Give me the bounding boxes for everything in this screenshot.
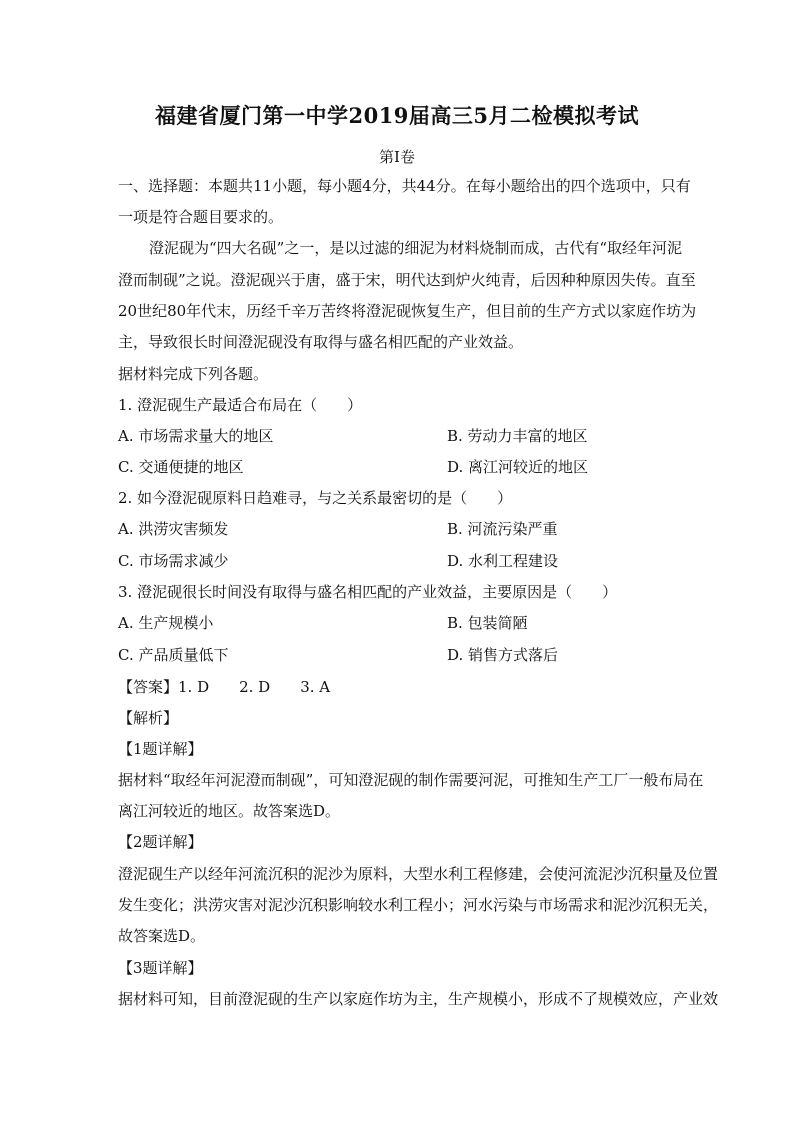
material-line: 20世纪80年代末，历经千辛万苦终将澄泥砚恢复生产，但目前的生产方式以家庭作坊为: [118, 302, 697, 320]
detail-line: 故答案选D。: [118, 927, 206, 945]
question-stem: 2. 如今澄泥砚原料日趋难寻，与之关系最密切的是（ ）: [118, 489, 513, 507]
detail-heading: 【1题详解】: [118, 740, 203, 758]
detail-line: 澄泥砚生产以经年河流沉积的泥沙为原料，大型水利工程修建，会使河流泥沙沉积量及位置: [118, 865, 719, 883]
detail-line: 据材料“取经年河泥澄而制砚”，可知澄泥砚的制作需要河泥，可推知生产工厂一般布局在: [118, 771, 704, 789]
option-b: B. 劳动力丰富的地区: [447, 427, 588, 445]
section-intro-line: 一、选择题：本题共11小题，每小题4分，共44分。在每小题给出的四个选项中，只有: [118, 177, 691, 195]
material-line: 主，导致很长时间澄泥砚没有取得与盛名相匹配的产业效益。: [118, 333, 524, 351]
option-b: B. 河流污染严重: [447, 520, 558, 538]
instruction: 据材料完成下列各题。: [118, 365, 269, 383]
volume-label: 第I卷: [379, 148, 415, 166]
option-a: A. 市场需求量大的地区: [118, 427, 274, 445]
analysis-heading: 【解析】: [118, 709, 179, 727]
option-a: A. 洪涝灾害频发: [118, 520, 229, 538]
detail-heading: 【3题详解】: [118, 959, 203, 977]
answer-line: 【答案】1. D 2. D 3. A: [118, 678, 331, 696]
option-c: C. 产品质量低下: [118, 646, 229, 664]
material-line: 澄而制砚”之说。澄泥砚兴于唐，盛于宋，明代达到炉火纯青，后因种种原因失传。直至: [118, 271, 696, 289]
question-stem: 3. 澄泥砚很长时间没有取得与盛名相匹配的产业效益，主要原因是（ ）: [118, 583, 618, 601]
detail-line: 发生变化；洪涝灾害对泥沙沉积影响较水利工程小；河水污染与市场需求和泥沙沉积无关，: [118, 896, 719, 914]
option-a: A. 生产规模小: [118, 614, 214, 632]
detail-line: 据材料可知，目前澄泥砚的生产以家庭作坊为主，生产规模小，形成不了规模效应，产业效: [118, 990, 719, 1008]
material-line: 澄泥砚为“四大名砚”之一，是以过滤的细泥为材料烧制而成，古代有“取经年河泥: [149, 239, 683, 257]
option-b: B. 包装简陋: [447, 614, 528, 632]
question-stem: 1. 澄泥砚生产最适合布局在（ ）: [118, 396, 363, 414]
detail-line: 离江河较近的地区。故答案选D。: [118, 802, 341, 820]
option-d: D. 销售方式落后: [447, 646, 559, 664]
option-c: C. 市场需求减少: [118, 552, 229, 570]
detail-heading: 【2题详解】: [118, 833, 203, 851]
option-c: C. 交通便捷的地区: [118, 458, 244, 476]
option-d: D. 水利工程建设: [447, 552, 559, 570]
section-intro-line: 一项是符合题目要求的。: [118, 208, 284, 226]
option-d: D. 离江河较近的地区: [447, 458, 589, 476]
page-title: 福建省厦门第一中学2019届高三5月二检模拟考试: [154, 103, 640, 128]
